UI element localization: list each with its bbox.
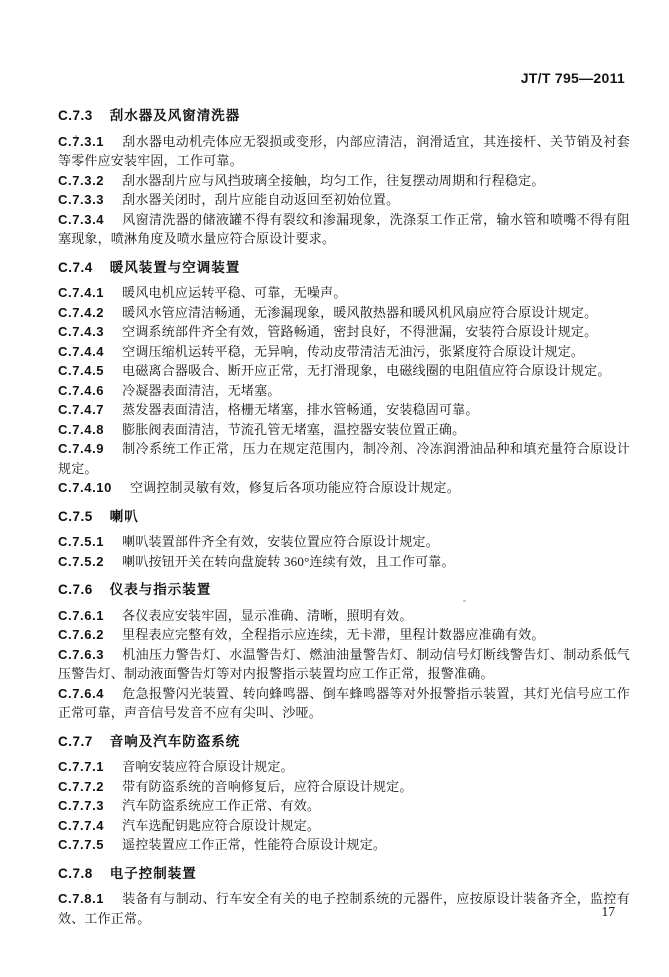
clause — [58, 439, 630, 478]
page-footer — [602, 904, 616, 920]
section-heading — [58, 507, 630, 527]
section-title: 喇叭 — [109, 508, 139, 524]
clause — [58, 420, 630, 440]
clause — [58, 532, 630, 552]
clause — [58, 835, 630, 855]
section-title: 暖风装置与空调装置 — [109, 259, 241, 275]
clause-text: 刮水器刮片应与风挡玻璃全接触，均匀工作，往复摆动周期和行程稳定。 — [122, 172, 545, 188]
clause-number: C.7.6.2 — [58, 627, 105, 642]
section-number: C.7.4 — [58, 259, 93, 275]
clause — [58, 400, 630, 420]
clause-text: 汽车防盗系统应工作正常、有效。 — [122, 798, 321, 813]
clause — [58, 342, 630, 362]
clause-number: C.7.6.3 — [58, 646, 105, 662]
clause-number: C.7.6.4 — [58, 685, 105, 701]
clause-number: C.7.4.9 — [58, 441, 105, 456]
clause-number: C.7.7.2 — [58, 778, 105, 794]
clause — [58, 684, 630, 723]
clause-text: 喇叭按钮开关在转向盘旋转 360°连续有效，且工作可靠。 — [122, 553, 455, 569]
clause-number: C.7.3.2 — [58, 172, 105, 188]
clause — [58, 132, 630, 171]
clause-text: 喇叭装置部件齐全有效，安装位置应符合原设计规定。 — [122, 534, 439, 549]
clause-number: C.7.4.7 — [58, 402, 105, 417]
clause-text: 空调压缩机运转平稳，无异响，传动皮带清洁无油污，张紧度符合原设计规定。 — [122, 343, 585, 359]
clause-text: 蒸发器表面清洁，格栅无堵塞，排水管畅通，安装稳固可靠。 — [122, 402, 479, 417]
page-number: 17 — [601, 904, 615, 919]
clause-number: C.7.5.2 — [58, 553, 105, 569]
section-number: C.7.6 — [58, 582, 93, 597]
clause-text: 制冷系统工作正常，压力在规定范围内，制冷剂、冷冻润滑油品种和填充量符合原设计规定。 — [58, 441, 630, 476]
clause — [58, 303, 630, 323]
section-heading — [58, 106, 630, 126]
clause-text: 冷凝器表面清洁，无堵塞。 — [122, 382, 281, 398]
section-heading — [58, 258, 630, 278]
section-title: 仪表与指示装置 — [109, 582, 212, 597]
clause-text: 暖风水管应清洁畅通，无渗漏现象，暖风散热器和暖风机风扇应符合原设计规定。 — [122, 304, 598, 320]
clause-number: C.7.4.6 — [58, 382, 105, 398]
clause-text: 带有防盗系统的音响修复后，应符合原设计规定。 — [122, 778, 413, 794]
clause-number: C.7.7.5 — [58, 837, 105, 852]
section-heading — [58, 864, 630, 884]
clause-number: C.7.3.1 — [58, 133, 105, 149]
clause — [58, 889, 630, 928]
clause — [58, 777, 630, 797]
clause — [58, 816, 630, 836]
section-heading — [58, 732, 630, 752]
clause — [58, 283, 630, 303]
clause-number: C.7.4.10 — [58, 480, 112, 495]
clause — [58, 171, 630, 191]
clause-text: 遥控装置应工作正常，性能符合原设计规定。 — [122, 837, 387, 852]
clause-number: C.7.4.5 — [58, 363, 105, 378]
clause — [58, 381, 630, 401]
clause — [58, 645, 630, 684]
section-title: 音响及汽车防盗系统 — [109, 733, 241, 749]
section-number: C.7.7 — [58, 733, 93, 749]
clause-number: C.7.4.2 — [58, 304, 105, 320]
clause — [58, 361, 630, 381]
clause-text: 风窗清洗器的储液罐不得有裂纹和渗漏现象，洗涤泵工作正常，输水管和喷嘴不得有阻塞现象，喷淋角度及喷水量应符合原设计要求。 — [58, 211, 630, 246]
clause — [58, 796, 630, 816]
clause-number: C.7.4.3 — [58, 324, 105, 339]
clause-text: 膨胀阀表面清洁，节流孔管无堵塞，温控器安装位置正确。 — [122, 421, 466, 437]
clause-text: 刮水器关闭时，刮片应能自动返回至初始位置。 — [122, 192, 400, 207]
section-number: C.7.5 — [58, 508, 93, 524]
clause-number: C.7.7.4 — [58, 817, 105, 833]
section-title: 刮水器及风窗清洗器 — [109, 108, 241, 123]
clause-text: 暖风电机应运转平稳、可靠，无噪声。 — [122, 285, 347, 300]
clause — [58, 478, 630, 498]
clause-text: 空调系统部件齐全有效，管路畅通，密封良好，不得泄漏，安装符合原设计规定。 — [122, 324, 598, 339]
doc-header — [521, 70, 625, 86]
clause-text: 里程表应完整有效，全程指示应连续，无卡滞，里程计数器应准确有效。 — [122, 627, 545, 642]
clause — [58, 552, 630, 572]
clause-number: C.7.7.3 — [58, 798, 105, 813]
clause — [58, 757, 630, 777]
clause — [58, 210, 630, 249]
clause-number: C.7.6.1 — [58, 607, 105, 623]
section-title: 电子控制装置 — [109, 865, 197, 881]
clause-text: 音响安装应符合原设计规定。 — [122, 759, 294, 774]
clause-text: 装备有与制动、行车安全有关的电子控制系统的元器件，应按原设计装备齐全，监控有效、工作正常。 — [58, 891, 630, 926]
clause — [58, 625, 630, 645]
section-number: C.7.3 — [58, 108, 93, 123]
clause-number: C.7.7.1 — [58, 759, 105, 774]
clause-number: C.7.3.4 — [58, 211, 105, 227]
clause-number: C.7.4.8 — [58, 421, 105, 437]
clause — [58, 322, 630, 342]
clause-text: 危急报警闪光装置、转向蜂鸣器、倒车蜂鸣器等对外报警指示装置，其灯光信号应工作正常可靠，声音信号发音不应有尖叫、沙哑。 — [58, 685, 630, 720]
clause-number: C.7.4.1 — [58, 285, 105, 300]
document-content — [58, 104, 630, 928]
section-heading — [58, 580, 630, 600]
clause-text: 各仪表应安装牢固，显示准确、清晰，照明有效。 — [122, 607, 413, 623]
section-number: C.7.8 — [58, 865, 93, 881]
clause-text: 机油压力警告灯、水温警告灯、燃油油量警告灯、制动信号灯断线警告灯、制动系低气压警告灯、制动液面警告灯等对内报警指示装置均应工作正常，报警准确。 — [58, 646, 630, 681]
clause-number: C.7.4.4 — [58, 343, 105, 359]
clause-number: C.7.8.1 — [58, 891, 105, 906]
clause-number: C.7.3.3 — [58, 192, 105, 207]
clause-text: 刮水器电动机壳体应无裂损或变形，内部应清洁，润滑适宜，其连接杆、关节销及衬套等零件应安装牢固，工作可靠。 — [58, 133, 630, 168]
clause — [58, 190, 630, 210]
clause — [58, 606, 630, 626]
clause-text: 电磁离合器吸合、断开应正常，无打滑现象，电磁线圈的电阻值应符合原设计规定。 — [122, 363, 611, 378]
clause-number: C.7.5.1 — [58, 534, 105, 549]
doc-number: JT/T 795—2011 — [520, 70, 625, 86]
clause-text: 空调控制灵敏有效，修复后各项功能应符合原设计规定。 — [129, 480, 460, 495]
clause-text: 汽车选配钥匙应符合原设计规定。 — [122, 817, 321, 833]
